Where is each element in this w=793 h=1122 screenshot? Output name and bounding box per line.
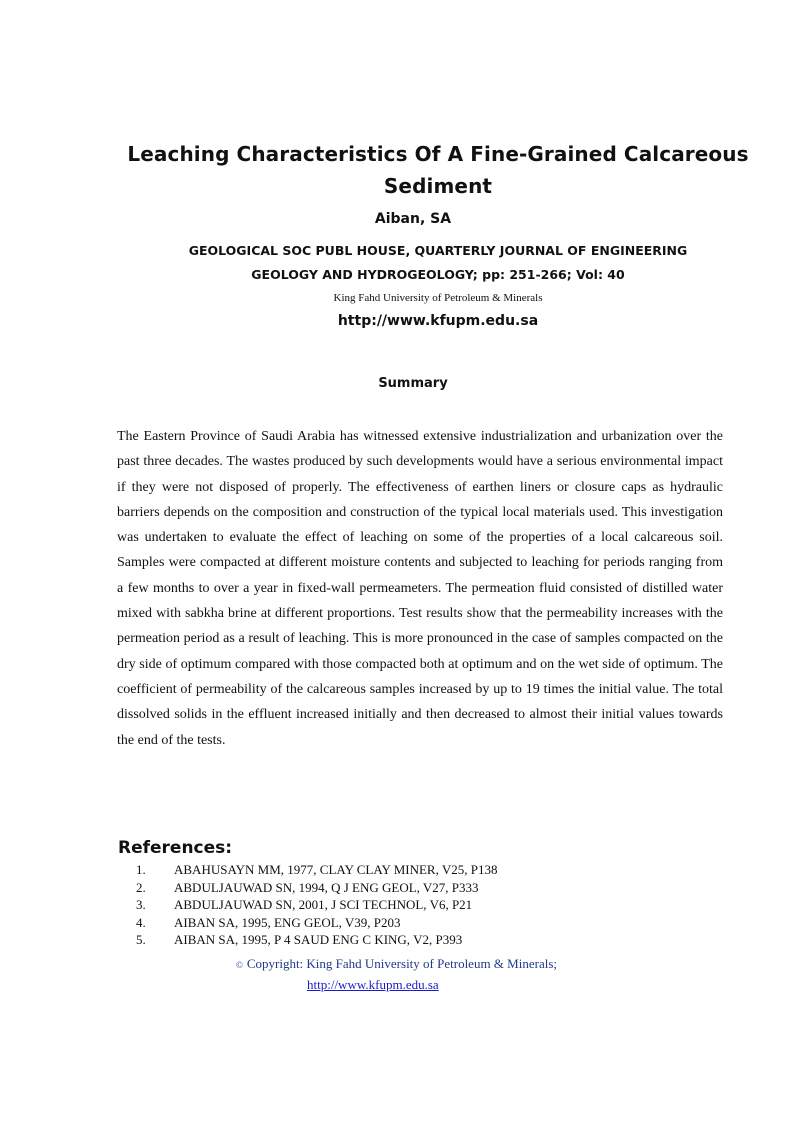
- footer-link[interactable]: http://www.kfupm.edu.sa: [307, 977, 439, 992]
- references-heading: References:: [118, 838, 233, 858]
- copyright-symbol: ©: [235, 960, 243, 971]
- reference-text: AIBAN SA, 1995, ENG GEOL, V39, P203: [174, 914, 401, 930]
- reference-item: [136, 914, 498, 932]
- reference-number: 4.: [136, 914, 146, 930]
- header-url: http://www.kfupm.edu.sa: [337, 313, 539, 329]
- publication-info: [118, 239, 758, 287]
- publication-line-2: GEOLOGY AND HYDROGEOLOGY; pp: 251-266; Vol: 40: [251, 267, 625, 282]
- abstract-text: The Eastern Province of Saudi Arabia has witnessed extensive industrialization and urbanization over the past three decades. The wastes produced by such developments would have a serious environmental impact if they were not disposed of properly. The effectiveness of earthen liners or closure caps as hydraulic barriers depends on the composition and construction of the typical local materials used. This investigation was undertaken to evaluate the effect of leaching on some of the properties of a local calcareous soil. Samples were compacted at different moisture contents and subjected to leaching for periods ranging from a few months to over a year in fixed-wall permeameters. The permeation fluid consisted of distilled water mixed with sabkha brine at different proportions. Test results show that the permeability increases with the permeation period as a result of leaching. This is more pronounced in the case of samples compacted on the dry side of optimum compared with those compacted both at optimum and on the wet side of optimum. The coefficient of permeability of the calcareous samples increased by up to 19 times the initial value. The total dissolved solids in the effluent increased initially and then decreased to almost their initial values towards the end of the tests.: [117, 429, 723, 748]
- reference-number: 2.: [136, 879, 146, 895]
- reference-text: AIBAN SA, 1995, P 4 SAUD ENG C KING, V2, P393: [174, 932, 463, 947]
- copyright-notice: [0, 956, 793, 972]
- references-list: [136, 861, 498, 949]
- author: Aiban, SA: [374, 211, 452, 227]
- institution: King Fahd University of Petroleum & Minerals: [333, 292, 543, 304]
- reference-number: 5.: [136, 932, 146, 947]
- reference-number: 3.: [136, 897, 146, 912]
- publication-line-1: GEOLOGICAL SOC PUBL HOUSE, QUARTERLY JOURNAL OF ENGINEERING: [188, 243, 688, 258]
- summary-heading: Summary: [378, 376, 448, 391]
- reference-text: ABDULJAUWAD SN, 1994, Q J ENG GEOL, V27, P333: [174, 879, 479, 895]
- paper-title: Leaching Characteristics Of A Fine-Grained Calcareous Sediment: [127, 142, 749, 198]
- copyright-text: Copyright: King Fahd University of Petroleum & Minerals;: [246, 956, 557, 971]
- reference-item: [136, 879, 498, 897]
- reference-item: [136, 896, 498, 914]
- reference-text: ABAHUSAYN MM, 1977, CLAY CLAY MINER, V25, P138: [174, 862, 498, 877]
- reference-item: [136, 861, 498, 879]
- reference-number: 1.: [136, 862, 146, 877]
- reference-item: [136, 931, 498, 949]
- reference-text: ABDULJAUWAD SN, 2001, J SCI TECHNOL, V6, P21: [174, 897, 473, 912]
